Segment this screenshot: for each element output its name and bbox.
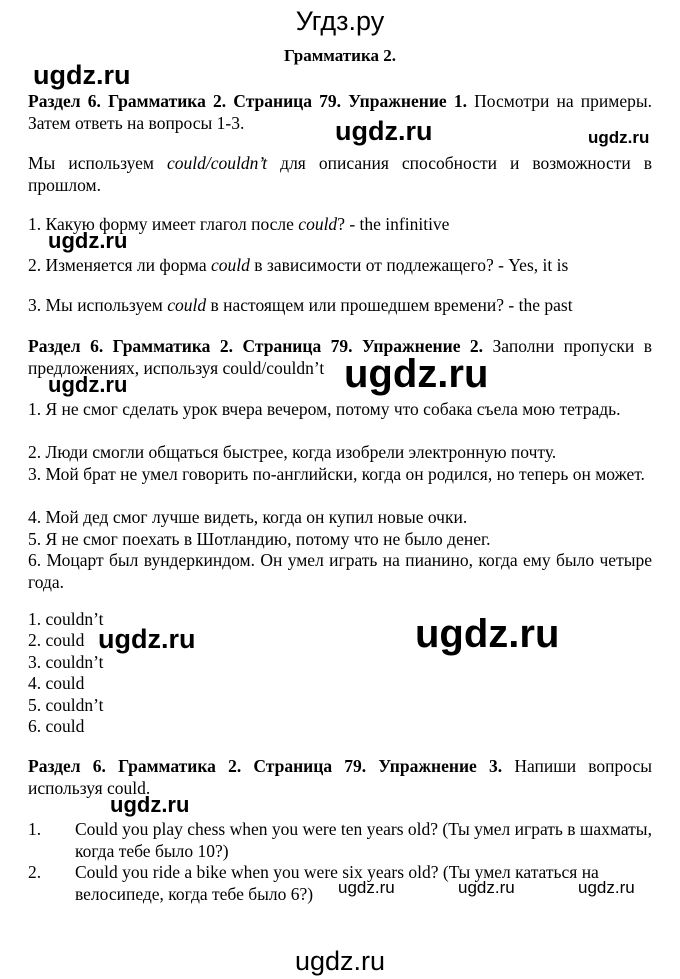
watermark: ugdz.ru [338,878,395,897]
section-title: Грамматика 2. [284,46,396,65]
exercise-2-sentence: 4. Мой дед смог лучше видеть, когда он купил новые очки. [28,507,468,527]
watermark: ugdz.ru [578,878,635,897]
exercise-2-sentence: 2. Люди смогли общаться быстрее, когда изобрели электронную почту. [28,442,557,462]
question-term: could [211,255,250,275]
watermark: ugdz.ru [48,228,128,253]
question-answer: в настоящем или прошедшем времени? - the past [206,295,573,315]
exercise-2-sentence: 5. Я не смог поехать в Шотландию, потому что не было денег. [28,529,491,549]
exercise-2-answer: 2. could [28,630,85,650]
exercise-2-sentence: 3. Мой брат не умел говорить по-английски, когда он родился, но теперь он может. [28,464,645,484]
exercise-2-sentence: 6. Моцарт был вундеркиндом. Он умел играть на пианино, когда ему было четыре года. [28,550,652,592]
watermark: ugdz.ru [415,612,560,656]
site-footer: ugdz.ru [294,946,386,976]
exercise-2-answer: 1. couldn’t [28,609,104,629]
exercise-1-question [28,294,652,316]
site-header: Угдз.ру [295,6,385,36]
watermark: ugdz.ru [110,792,190,817]
exercise-2-task: Заполни пропуски в предложениях, используя could/couldn’t [28,336,652,378]
exercise-2-heading: Раздел 6. Грамматика 2. Страница 79. Упражнение 2. [28,336,484,356]
exercise-2-sentence: 1. Я не смог сделать урок вчера вечером, потому что собака съела мою тетрадь. [28,399,621,419]
exercise-2-answer: 4. could [28,673,85,693]
watermark: ugdz.ru [98,624,196,654]
exercise-1-rule [28,152,652,196]
rule-text-before: Мы используем [28,153,154,173]
question-text: 3. Мы используем [28,295,168,315]
watermark: ugdz.ru [588,128,650,147]
exercise-2-answer: 5. couldn’t [28,695,104,715]
question-term: could [167,295,207,315]
watermark: ugdz.ru [48,372,128,397]
rule-term: could/couldn’t [167,153,268,173]
question-text: 1. Какую форму имеет глагол после [28,214,299,234]
exercise-1-task: Посмотри на примеры. Затем ответь на вопросы 1-3. [28,91,652,133]
exercise-2-answer: 3. couldn’t [28,652,104,672]
question-term: could [298,214,338,234]
watermark: ugdz.ru [335,116,433,146]
item-number: 1. [28,819,42,839]
exercise-1-question [28,254,652,276]
rule-text-after: для описания способности и возможности в прошлом. [28,153,653,195]
watermark: ugdz.ru [344,352,489,396]
exercise-3-item [28,818,652,862]
question-answer: ? - the infinitive [337,214,450,234]
exercise-1-heading: Раздел 6. Грамматика 2. Страница 79. Упражнение 1. [28,91,467,111]
exercise-3-heading: Раздел 6. Грамматика 2. Страница 79. Упражнение 3. [28,756,503,776]
exercise-3-task: Напиши вопросы используя could. [28,756,653,798]
item-text: Could you play chess when you were ten years old? (Ты умел играть в шахматы, когда тебе было 10?) [75,819,652,861]
item-number: 2. [28,862,42,882]
item-text: Could you ride a bike when you were six years old? (Ты умел кататься на велосипеде, когда тебе было 6?) [75,862,599,904]
exercise-2-answer: 6. could [28,716,85,736]
watermark: ugdz.ru [33,60,131,90]
question-text: 2. Изменяется ли форма [28,255,212,275]
watermark: ugdz.ru [458,878,515,897]
question-answer: в зависимости от подлежащего? - Yes, it is [249,255,569,275]
